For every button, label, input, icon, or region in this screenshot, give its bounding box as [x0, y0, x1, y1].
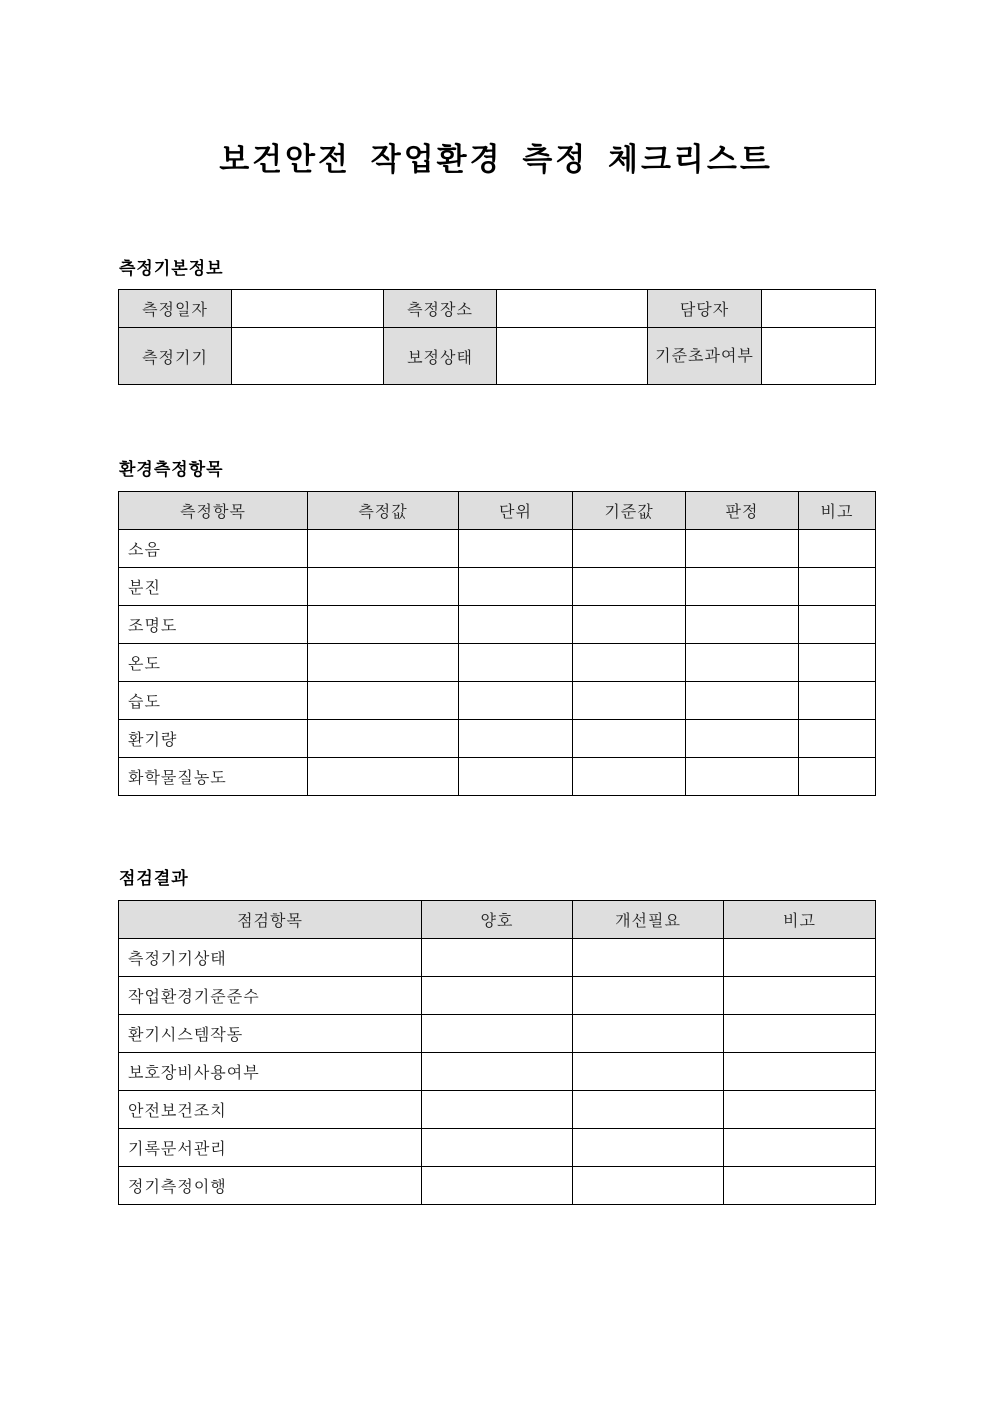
- inspection-note-cell[interactable]: [724, 1053, 876, 1091]
- measurement-judgment-cell[interactable]: [686, 644, 799, 682]
- measurement-item-label: 화학물질농도: [119, 758, 308, 796]
- column-header-note: 비고: [724, 901, 876, 939]
- measurement-unit-cell[interactable]: [459, 568, 573, 606]
- measurement-judgment-cell[interactable]: [686, 758, 799, 796]
- inspection-needs-improvement-cell[interactable]: [573, 939, 724, 977]
- measurement-standard-cell[interactable]: [573, 758, 686, 796]
- measurement-value-cell[interactable]: [308, 682, 459, 720]
- measurement-unit-cell[interactable]: [459, 682, 573, 720]
- measurement-standard-cell[interactable]: [573, 644, 686, 682]
- measurement-note-cell[interactable]: [799, 568, 876, 606]
- column-header-inspection-item: 점검항목: [119, 901, 422, 939]
- column-header-judgment: 판정: [686, 492, 799, 530]
- basic-info-table: [118, 289, 876, 385]
- measurement-unit-cell[interactable]: [459, 720, 573, 758]
- label-exceeds-standard: 기준초과여부: [648, 328, 762, 385]
- measurement-judgment-cell[interactable]: [686, 682, 799, 720]
- inspection-needs-improvement-cell[interactable]: [573, 1129, 724, 1167]
- column-header-value: 측정값: [308, 492, 459, 530]
- measurement-note-cell[interactable]: [799, 720, 876, 758]
- inspection-note-cell[interactable]: [724, 1167, 876, 1205]
- measurement-header-row: [119, 492, 876, 530]
- measurement-location-field[interactable]: [497, 290, 648, 328]
- manager-field[interactable]: [762, 290, 876, 328]
- inspection-good-cell[interactable]: [422, 977, 573, 1015]
- inspection-note-cell[interactable]: [724, 1015, 876, 1053]
- measurement-unit-cell[interactable]: [459, 758, 573, 796]
- section-title-measurement: 환경측정항목: [119, 460, 224, 480]
- inspection-needs-improvement-cell[interactable]: [573, 977, 724, 1015]
- inspection-item-label: 작업환경기준준수: [119, 977, 422, 1015]
- document-title: 보건안전 작업환경 측정 체크리스트: [219, 142, 773, 178]
- measurement-value-cell[interactable]: [308, 720, 459, 758]
- inspection-item-label: 환기시스템작동: [119, 1015, 422, 1053]
- measurement-date-field[interactable]: [232, 290, 384, 328]
- inspection-needs-improvement-cell[interactable]: [573, 1015, 724, 1053]
- measurement-unit-cell[interactable]: [459, 530, 573, 568]
- inspection-item-label: 측정기기상태: [119, 939, 422, 977]
- inspection-good-cell[interactable]: [422, 939, 573, 977]
- label-manager: 담당자: [648, 290, 762, 328]
- inspection-good-cell[interactable]: [422, 1129, 573, 1167]
- exceeds-standard-field[interactable]: [762, 328, 876, 385]
- measurement-row: [119, 682, 876, 720]
- section-title-inspection: 점검결과: [119, 869, 189, 889]
- inspection-good-cell[interactable]: [422, 1167, 573, 1205]
- inspection-row: [119, 1053, 876, 1091]
- column-header-note: 비고: [799, 492, 876, 530]
- measurement-value-cell[interactable]: [308, 530, 459, 568]
- measurement-item-label: 환기량: [119, 720, 308, 758]
- inspection-row: [119, 1129, 876, 1167]
- inspection-needs-improvement-cell[interactable]: [573, 1167, 724, 1205]
- section-title-basic-info: 측정기본정보: [119, 259, 224, 279]
- measurement-device-field[interactable]: [232, 328, 384, 385]
- label-calibration-status: 보정상태: [384, 328, 497, 385]
- measurement-note-cell[interactable]: [799, 644, 876, 682]
- inspection-note-cell[interactable]: [724, 1129, 876, 1167]
- inspection-needs-improvement-cell[interactable]: [573, 1091, 724, 1129]
- inspection-row: [119, 1015, 876, 1053]
- inspection-row: [119, 977, 876, 1015]
- column-header-unit: 단위: [459, 492, 573, 530]
- inspection-good-cell[interactable]: [422, 1091, 573, 1129]
- inspection-good-cell[interactable]: [422, 1015, 573, 1053]
- basic-info-row: [119, 328, 876, 385]
- inspection-item-label: 정기측정이행: [119, 1167, 422, 1205]
- measurement-value-cell[interactable]: [308, 758, 459, 796]
- measurement-standard-cell[interactable]: [573, 720, 686, 758]
- measurement-unit-cell[interactable]: [459, 644, 573, 682]
- measurement-row: [119, 720, 876, 758]
- inspection-item-label: 안전보건조치: [119, 1091, 422, 1129]
- measurement-item-label: 온도: [119, 644, 308, 682]
- measurement-table: [118, 491, 876, 796]
- measurement-value-cell[interactable]: [308, 644, 459, 682]
- inspection-row: [119, 1167, 876, 1205]
- measurement-item-label: 조명도: [119, 606, 308, 644]
- inspection-note-cell[interactable]: [724, 977, 876, 1015]
- column-header-needs-improvement: 개선필요: [573, 901, 724, 939]
- inspection-item-label: 보호장비사용여부: [119, 1053, 422, 1091]
- inspection-needs-improvement-cell[interactable]: [573, 1053, 724, 1091]
- measurement-item-label: 습도: [119, 682, 308, 720]
- measurement-note-cell[interactable]: [799, 530, 876, 568]
- basic-info-row: [119, 290, 876, 328]
- measurement-item-label: 소음: [119, 530, 308, 568]
- measurement-item-label: 분진: [119, 568, 308, 606]
- measurement-judgment-cell[interactable]: [686, 568, 799, 606]
- column-header-good: 양호: [422, 901, 573, 939]
- measurement-standard-cell[interactable]: [573, 606, 686, 644]
- inspection-table: [118, 900, 876, 1205]
- measurement-value-cell[interactable]: [308, 568, 459, 606]
- measurement-judgment-cell[interactable]: [686, 606, 799, 644]
- measurement-row: [119, 606, 876, 644]
- measurement-judgment-cell[interactable]: [686, 530, 799, 568]
- inspection-note-cell[interactable]: [724, 939, 876, 977]
- measurement-note-cell[interactable]: [799, 606, 876, 644]
- measurement-value-cell[interactable]: [308, 606, 459, 644]
- measurement-standard-cell[interactable]: [573, 530, 686, 568]
- label-measurement-location: 측정장소: [384, 290, 497, 328]
- inspection-header-row: [119, 901, 876, 939]
- measurement-judgment-cell[interactable]: [686, 720, 799, 758]
- measurement-note-cell[interactable]: [799, 682, 876, 720]
- measurement-note-cell[interactable]: [799, 758, 876, 796]
- measurement-unit-cell[interactable]: [459, 606, 573, 644]
- measurement-standard-cell[interactable]: [573, 682, 686, 720]
- inspection-note-cell[interactable]: [724, 1091, 876, 1129]
- calibration-status-field[interactable]: [497, 328, 648, 385]
- inspection-row: [119, 939, 876, 977]
- column-header-item: 측정항목: [119, 492, 308, 530]
- column-header-standard: 기준값: [573, 492, 686, 530]
- inspection-good-cell[interactable]: [422, 1053, 573, 1091]
- measurement-row: [119, 644, 876, 682]
- measurement-standard-cell[interactable]: [573, 568, 686, 606]
- measurement-row: [119, 758, 876, 796]
- label-measurement-device: 측정기기: [119, 328, 232, 385]
- measurement-row: [119, 568, 876, 606]
- inspection-item-label: 기록문서관리: [119, 1129, 422, 1167]
- label-measurement-date: 측정일자: [119, 290, 232, 328]
- inspection-row: [119, 1091, 876, 1129]
- measurement-row: [119, 530, 876, 568]
